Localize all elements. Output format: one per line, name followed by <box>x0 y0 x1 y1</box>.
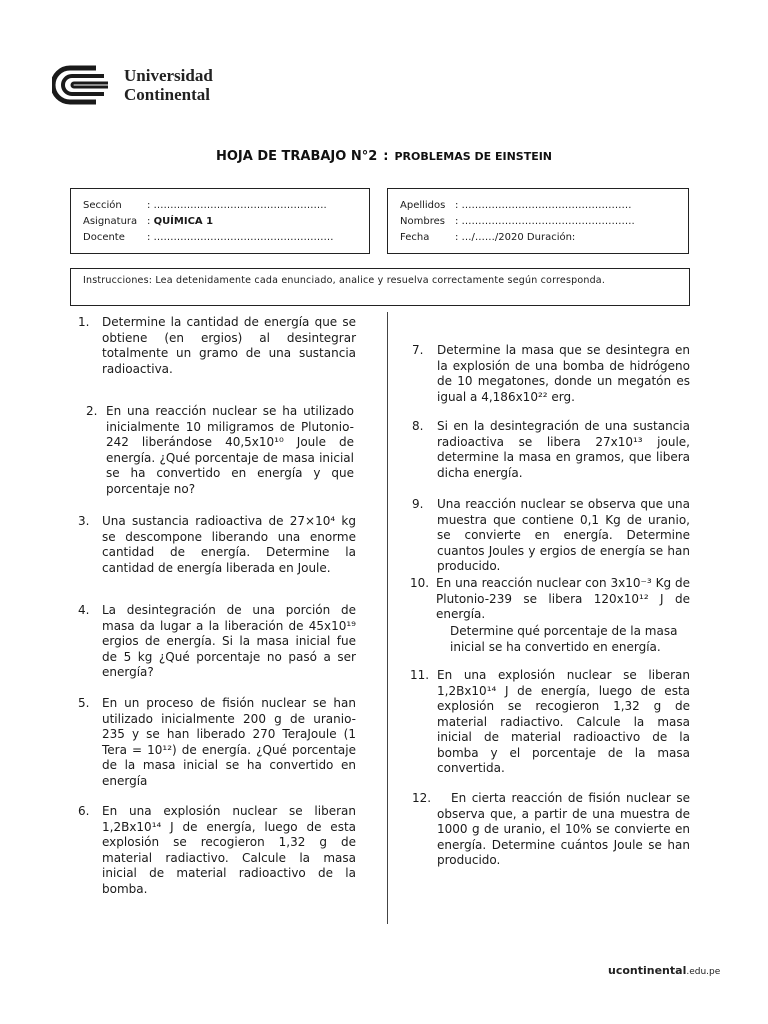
seccion-field[interactable]: : ……………………………………………. <box>147 200 327 211</box>
asignatura-colon: : <box>147 216 154 227</box>
logo-line-1: Universidad <box>124 66 213 85</box>
title-separator: : <box>383 149 389 164</box>
question-number: 8. <box>412 419 424 433</box>
question-number: 10. <box>410 576 430 590</box>
fecha-label: Fecha <box>400 232 430 243</box>
question-number: 5. <box>78 696 90 710</box>
question-number: 2. <box>86 404 98 418</box>
question-text: En una reacción nuclear con 3x10⁻³ Kg de Plutonio-239 se libera 120x10¹² J de energía. <box>436 576 690 621</box>
question-text: Una sustancia radioactiva de 27×10⁴ kg se descompone liberando una enorme cantidad de energía. Determine la cantidad de energía liberada en Joule. <box>102 514 356 575</box>
question-text: Determine la cantidad de energía que se obtiene (en ergios) al desintegrar totalmente un gramo de una sustancia radioactiva. <box>102 315 356 376</box>
question-text: En cierta reacción de fisión nuclear se observa que, a partir de una muestra de 1000 g de uranio, el 10% se convierte en energía. Determine cuántos Joule se han producido. <box>437 791 690 867</box>
apellidos-field[interactable]: : …………………………………………… <box>455 200 632 211</box>
footer-domain: .edu.pe <box>686 967 721 977</box>
question-number: 6. <box>78 804 90 818</box>
seccion-label: Sección <box>83 200 122 211</box>
question-text: En una explosión nuclear se liberan 1,2Bx10¹⁴ J de energía, luego de esta explosión se recogieron 1,32 g de material radiactivo. Calcule la masa inicial de material radioactivo de la bomba y el porcentaje de la masa convertida. <box>437 668 690 775</box>
asignatura-label: Asignatura <box>83 216 138 227</box>
nombres-field[interactable]: : ……………………………………………. <box>455 216 635 227</box>
asignatura-value: QUÍMICA 1 <box>153 216 214 227</box>
footer-brand <box>608 964 720 977</box>
question-text: Una reacción nuclear se observa que una muestra que contiene 0,1 Kg de uranio, se convierte en energía. Determine cuantos Joules y ergios de energía se han producido. <box>437 497 690 573</box>
logo-wordmark <box>124 66 213 104</box>
column-divider <box>387 312 388 924</box>
question-text: En un proceso de fisión nuclear se han utilizado inicialmente 200 g de uranio-235 y se han liberado 270 TeraJoule (1 Tera = 10¹²) de energía. ¿Qué porcentaje de la masa inicial se ha convertido en energía <box>102 696 356 788</box>
nombres-label: Nombres <box>400 216 445 227</box>
question-number: 9. <box>412 497 424 511</box>
apellidos-label: Apellidos <box>400 200 446 211</box>
question-text: Determine la masa que se desintegra en la explosión de una bomba de hidrógeno de 10 megatones, donde un megatón es igual a 4,186x10²² erg. <box>437 343 690 404</box>
question-text: En una reacción nuclear se ha utilizado inicialmente 10 miligramos de Plutonio-242 liberándose 40,5x10¹⁰ Joule de energía. ¿Qué porcentaje de masa inicial se ha convertido en energía y que porcentaje no? <box>106 404 354 496</box>
question-number: 3. <box>78 514 90 528</box>
question-text: Si en la desintegración de una sustancia radioactiva se libera 27x10¹³ joule, determine la masa en gramos, que libera dicha energía. <box>437 419 690 480</box>
question-text: Determine qué porcentaje de la masa inicial se ha convertido en energía. <box>450 624 678 654</box>
question-number: 7. <box>412 343 424 357</box>
fecha-field[interactable]: : …/……/2020 Duración: <box>455 232 576 243</box>
footer-brand-name: ucontinental <box>608 964 687 977</box>
question-number: 1. <box>78 315 90 329</box>
university-logo-icon <box>52 62 110 108</box>
docente-field[interactable]: : ……………………………………………… <box>147 232 334 243</box>
docente-label: Docente <box>83 232 125 243</box>
title-main: HOJA DE TRABAJO N°2 <box>215 149 378 164</box>
logo-line-2: Continental <box>124 85 210 104</box>
course-info-box <box>70 188 370 254</box>
instructions-box <box>70 268 690 306</box>
title-subtitle: PROBLEMAS DE EINSTEIN <box>394 150 553 163</box>
instructions-text: Instrucciones: Lea detenidamente cada enunciado, analice y resuelva correctamente según corresponda. <box>83 275 606 286</box>
question-number: 4. <box>78 603 90 617</box>
page-title <box>0 149 768 164</box>
question-text: La desintegración de una porción de masa da lugar a la liberación de 45x10¹⁹ ergios de energía. Si la masa inicial fue de 5 kg ¿Qué porcentaje no pasó a ser energía? <box>102 603 356 679</box>
question-number: 12. <box>412 791 432 805</box>
student-info-box <box>387 188 689 254</box>
question-text: En una explosión nuclear se liberan 1,2Bx10¹⁴ J de energía, luego de esta explosión se recogieron 1,32 g de material radiactivo. Calcule la masa inicial de material radioactivo de la bomba. <box>102 804 356 896</box>
question-number: 11. <box>410 668 430 682</box>
